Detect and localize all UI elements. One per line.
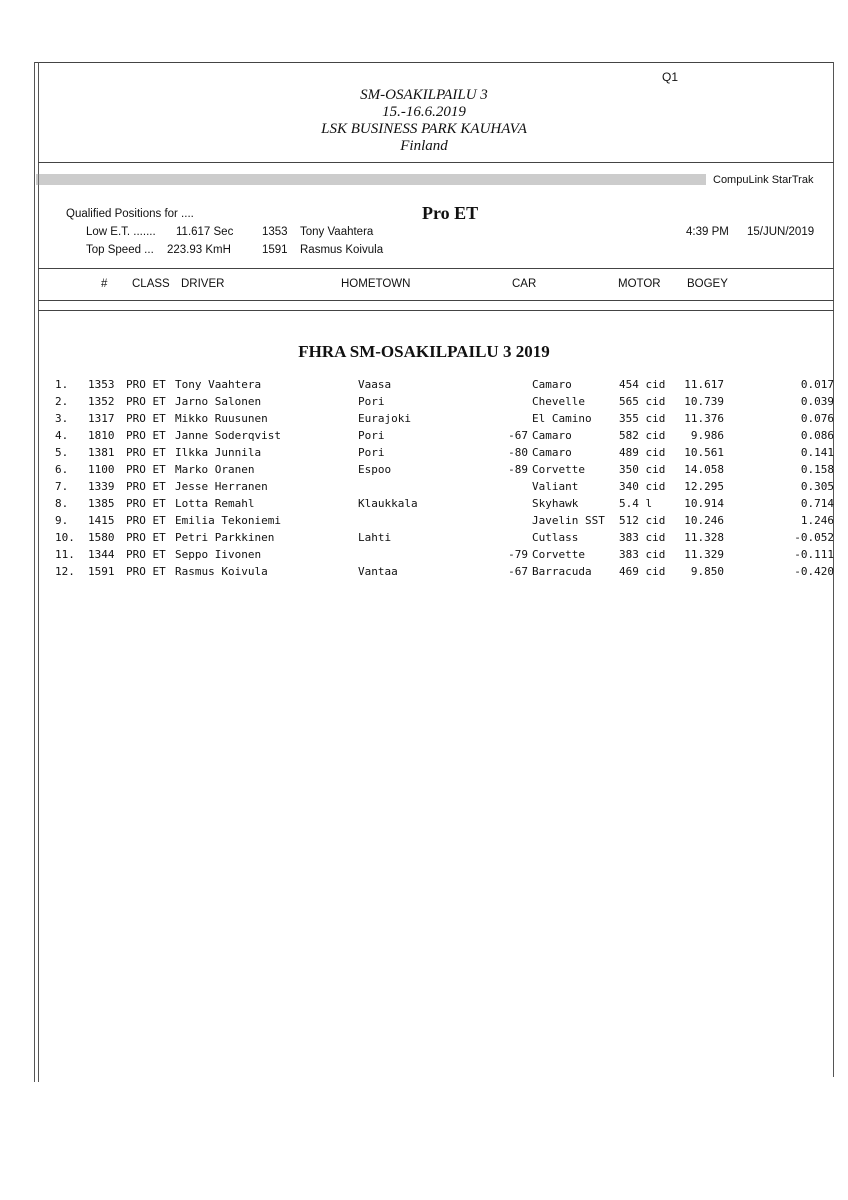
col-class: CLASS	[132, 278, 170, 290]
row-position: 7.	[55, 480, 69, 493]
row-class: PRO ET	[126, 531, 166, 544]
table-row	[0, 378, 848, 395]
row-driver: Marko Oranen	[175, 463, 255, 476]
row-et: 10.914	[684, 497, 724, 510]
table-row	[0, 565, 848, 582]
row-number: 1339	[88, 480, 115, 493]
top-speed-label: Top Speed ...	[86, 244, 154, 256]
row-motor: 512 cid	[619, 514, 666, 527]
row-car: El Camino	[532, 412, 592, 425]
row-year: -67	[508, 565, 528, 578]
row-driver: Rasmus Koivula	[175, 565, 268, 578]
row-year: -80	[508, 446, 528, 459]
results-table	[0, 378, 848, 598]
results-title: FHRA SM-OSAKILPAILU 3 2019	[298, 342, 550, 361]
row-number: 1580	[88, 531, 115, 544]
row-driver: Tony Vaahtera	[175, 378, 262, 391]
row-number: 1317	[88, 412, 115, 425]
low-et-number: 1353	[262, 226, 288, 238]
row-et: 9.986	[690, 429, 724, 442]
row-bogey-diff: -0.052	[794, 531, 834, 544]
row-motor: 340 cid	[619, 480, 666, 493]
top-speed-number: 1591	[262, 244, 288, 256]
row-car: Corvette	[532, 463, 585, 476]
row-hometown: Klaukkala	[358, 497, 418, 510]
table-row	[0, 395, 848, 412]
row-hometown: Pori	[358, 429, 385, 442]
frame-top-border	[34, 62, 834, 63]
row-bogey-diff: 0.158	[800, 463, 834, 476]
row-driver: Ilkka Junnila	[175, 446, 262, 459]
row-year: -79	[508, 548, 528, 561]
row-hometown: Pori	[358, 446, 385, 459]
col-motor: MOTOR	[618, 278, 661, 290]
row-class: PRO ET	[126, 514, 166, 527]
row-et: 11.617	[684, 378, 724, 391]
row-car: Skyhawk	[532, 497, 579, 510]
row-hometown: Eurajoki	[358, 412, 411, 425]
row-class: PRO ET	[126, 429, 166, 442]
system-label: CompuLink StarTrak	[713, 174, 814, 186]
row-car: Javelin SST	[532, 514, 605, 527]
col-driver: DRIVER	[181, 278, 225, 290]
row-number: 1353	[88, 378, 115, 391]
header-divider	[38, 162, 834, 163]
row-position: 11.	[55, 548, 75, 561]
row-position: 2.	[55, 395, 69, 408]
top-speed-driver: Rasmus Koivula	[300, 244, 384, 256]
event-dates: 15.-16.6.2019	[382, 104, 466, 120]
row-motor: 489 cid	[619, 446, 666, 459]
low-et-label: Low E.T. .......	[86, 226, 156, 238]
row-class: PRO ET	[126, 412, 166, 425]
row-bogey-diff: -0.420	[794, 565, 834, 578]
col-car: CAR	[512, 278, 537, 290]
row-et: 10.739	[684, 395, 724, 408]
row-et: 12.295	[684, 480, 724, 493]
table-row	[0, 531, 848, 548]
row-class: PRO ET	[126, 463, 166, 476]
row-car: Barracuda	[532, 565, 592, 578]
row-driver: Jesse Herranen	[175, 480, 268, 493]
row-et: 10.561	[684, 446, 724, 459]
column-header-bottom-rule	[38, 300, 834, 301]
row-bogey-diff: 0.017	[800, 378, 834, 391]
row-year: -67	[508, 429, 528, 442]
table-row	[0, 429, 848, 446]
table-row	[0, 480, 848, 497]
event-country: Finland	[400, 138, 448, 154]
row-motor: 469 cid	[619, 565, 666, 578]
row-bogey-diff: -0.111	[794, 548, 834, 561]
dotted-band	[36, 174, 706, 185]
row-hometown: Vantaa	[358, 565, 398, 578]
top-speed-value: 223.93 KmH	[167, 244, 231, 256]
class-title: Pro ET	[422, 203, 479, 223]
table-row	[0, 463, 848, 480]
col-num: #	[101, 278, 108, 290]
row-position: 4.	[55, 429, 69, 442]
qualified-label: Qualified Positions for ....	[66, 208, 194, 220]
table-row	[0, 446, 848, 463]
row-car: Cutlass	[532, 531, 579, 544]
row-class: PRO ET	[126, 548, 166, 561]
row-bogey-diff: 0.714	[800, 497, 834, 510]
row-position: 5.	[55, 446, 69, 459]
row-class: PRO ET	[126, 497, 166, 510]
row-position: 9.	[55, 514, 69, 527]
row-hometown: Lahti	[358, 531, 392, 544]
row-bogey-diff: 0.305	[800, 480, 834, 493]
row-motor: 582 cid	[619, 429, 666, 442]
column-header-top-rule	[38, 268, 834, 269]
row-motor: 383 cid	[619, 531, 666, 544]
row-driver: Emilia Tekoniemi	[175, 514, 281, 527]
col-bogey: BOGEY	[687, 278, 728, 290]
table-row	[0, 548, 848, 565]
row-et: 10.246	[684, 514, 724, 527]
row-hometown: Vaasa	[358, 378, 392, 391]
row-position: 10.	[55, 531, 75, 544]
event-name: SM-OSAKILPAILU 3	[360, 87, 488, 103]
row-driver: Janne Soderqvist	[175, 429, 281, 442]
report-date: 15/JUN/2019	[747, 226, 815, 238]
row-car: Chevelle	[532, 395, 585, 408]
row-class: PRO ET	[126, 446, 166, 459]
row-class: PRO ET	[126, 480, 166, 493]
row-class: PRO ET	[126, 378, 166, 391]
row-driver: Jarno Salonen	[175, 395, 262, 408]
row-number: 1385	[88, 497, 115, 510]
low-et-driver: Tony Vaahtera	[300, 226, 374, 238]
row-bogey-diff: 0.141	[800, 446, 834, 459]
row-year: -89	[508, 463, 528, 476]
low-et-value: 11.617 Sec	[176, 226, 234, 238]
row-hometown: Espoo	[358, 463, 392, 476]
row-class: PRO ET	[126, 565, 166, 578]
row-motor: 565 cid	[619, 395, 666, 408]
row-motor: 454 cid	[619, 378, 666, 391]
row-hometown: Pori	[358, 395, 385, 408]
row-bogey-diff: 0.086	[800, 429, 834, 442]
row-car: Camaro	[532, 446, 572, 459]
row-bogey-diff: 0.039	[800, 395, 834, 408]
row-position: 1.	[55, 378, 69, 391]
row-bogey-diff: 1.246	[800, 514, 834, 527]
row-position: 8.	[55, 497, 69, 510]
table-row	[0, 514, 848, 531]
row-position: 6.	[55, 463, 69, 476]
row-car: Camaro	[532, 429, 572, 442]
row-number: 1100	[88, 463, 115, 476]
row-position: 12.	[55, 565, 75, 578]
row-driver: Mikko Ruusunen	[175, 412, 268, 425]
row-driver: Petri Parkkinen	[175, 531, 275, 544]
row-et: 11.329	[684, 548, 724, 561]
table-row	[0, 497, 848, 514]
table-row	[0, 412, 848, 429]
column-header-double-rule	[38, 310, 834, 311]
row-position: 3.	[55, 412, 69, 425]
row-class: PRO ET	[126, 395, 166, 408]
row-et: 14.058	[684, 463, 724, 476]
row-et: 11.328	[684, 531, 724, 544]
row-number: 1810	[88, 429, 115, 442]
row-motor: 5.4 l	[619, 497, 653, 510]
row-number: 1352	[88, 395, 115, 408]
row-motor: 350 cid	[619, 463, 666, 476]
row-car: Corvette	[532, 548, 585, 561]
row-et: 11.376	[684, 412, 724, 425]
row-driver: Lotta Remahl	[175, 497, 255, 510]
report-time: 4:39 PM	[686, 226, 729, 238]
page-code: Q1	[662, 70, 679, 84]
row-car: Valiant	[532, 480, 579, 493]
row-number: 1415	[88, 514, 115, 527]
event-venue: LSK BUSINESS PARK KAUHAVA	[321, 121, 527, 137]
row-motor: 383 cid	[619, 548, 666, 561]
row-bogey-diff: 0.076	[800, 412, 834, 425]
row-number: 1591	[88, 565, 115, 578]
row-motor: 355 cid	[619, 412, 666, 425]
row-car: Camaro	[532, 378, 572, 391]
row-et: 9.850	[690, 565, 724, 578]
col-hometown: HOMETOWN	[341, 278, 411, 290]
row-number: 1381	[88, 446, 115, 459]
row-driver: Seppo Iivonen	[175, 548, 262, 561]
row-number: 1344	[88, 548, 115, 561]
